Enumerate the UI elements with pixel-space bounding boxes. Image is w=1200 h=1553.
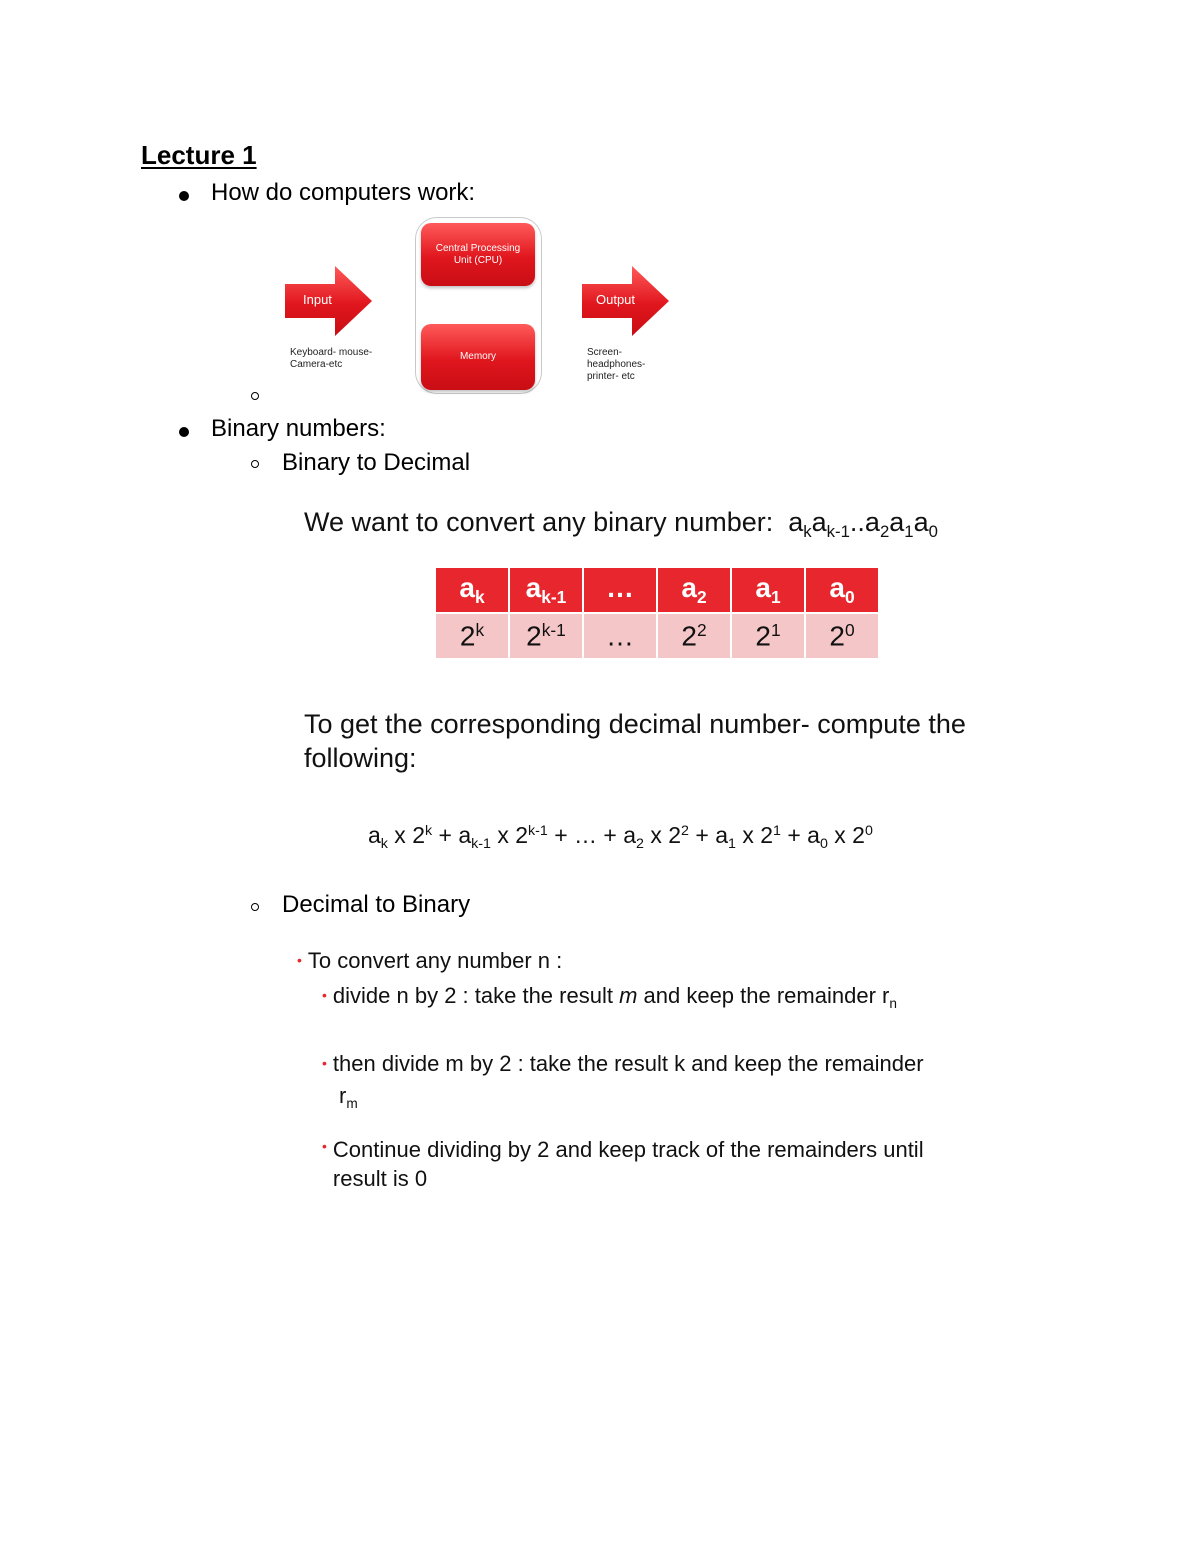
table-cell: $2^1$ — [731, 613, 805, 659]
table-cell: $2^0$ — [805, 613, 879, 659]
memory-box — [421, 324, 535, 390]
output-caption: Screen- headphones- printer- etc — [587, 347, 646, 382]
bullet — [179, 427, 189, 437]
conversion-formula: $a_k$ x $2^k + a_{k-1}$ x $2^{k-1}$ + … + $a_2$ x $2^2 + a_1$ x $2^1 + a_0$ x $2^0$ — [368, 822, 873, 852]
section-heading-binary: Binary numbers: — [211, 415, 386, 442]
output-label: Output — [596, 292, 636, 307]
table-cell: $2^2$ — [657, 613, 731, 659]
decimal-intro: • To convert any number n : — [297, 948, 563, 973]
bullet — [179, 191, 189, 201]
step-1: • divide n by 2 : take the result m and keep the remainder $r_n$ — [322, 983, 897, 1011]
bullet-hollow — [251, 392, 259, 400]
table-row-digits — [435, 567, 879, 613]
red-bullet-icon: • — [322, 1138, 327, 1154]
table-cell: 2$^k$ — [435, 613, 509, 659]
bullet-hollow — [251, 460, 259, 468]
red-bullet-icon: • — [297, 952, 302, 968]
page-title: Lecture 1 — [141, 140, 257, 170]
binary-place-value-table — [434, 566, 880, 660]
table-cell: $a_1$ — [731, 567, 805, 613]
step-3: • Continue dividing by 2 and keep track of the remainders until result is 0 — [322, 1135, 1002, 1193]
subheading-binary-to-decimal: Binary to Decimal — [282, 449, 471, 476]
subheading-decimal-to-binary: Decimal to Binary — [282, 891, 471, 918]
binary-intro-text: We want to convert any binary number: — [304, 507, 774, 537]
section-heading-computers: How do computers work: — [211, 179, 476, 206]
table-cell: 2$^{k-1}$ — [509, 613, 583, 659]
red-bullet-icon: • — [322, 987, 327, 1003]
red-bullet-icon: • — [322, 1055, 327, 1071]
bullet-hollow — [251, 903, 259, 911]
decimal-explanation: To get the corresponding decimal number- compute the following: — [304, 709, 966, 773]
table-cell: $a_0$ — [805, 567, 879, 613]
cpu-box — [421, 223, 535, 286]
cpu-label: Central Processing Unit (CPU) — [435, 242, 521, 266]
table-cell: … — [583, 567, 657, 613]
binary-intro: We want to convert any binary number: $a_ka_{k-1}..a_2a_1a_0$ — [304, 507, 938, 541]
table-row-powers — [435, 613, 879, 659]
memory-label: Memory — [459, 351, 497, 362]
table-cell: $a_k$ — [435, 567, 509, 613]
input-caption: Keyboard- mouse- Camera-etc — [290, 347, 373, 370]
table-cell: $a_2$ — [657, 567, 731, 613]
step-2: • then divide m by 2 : take the result k and keep the remainder $r_m$ — [322, 1051, 924, 1111]
table-cell: … — [583, 613, 657, 659]
input-label: Input — [303, 292, 332, 307]
table-cell: $a_{k-1}$ — [509, 567, 583, 613]
